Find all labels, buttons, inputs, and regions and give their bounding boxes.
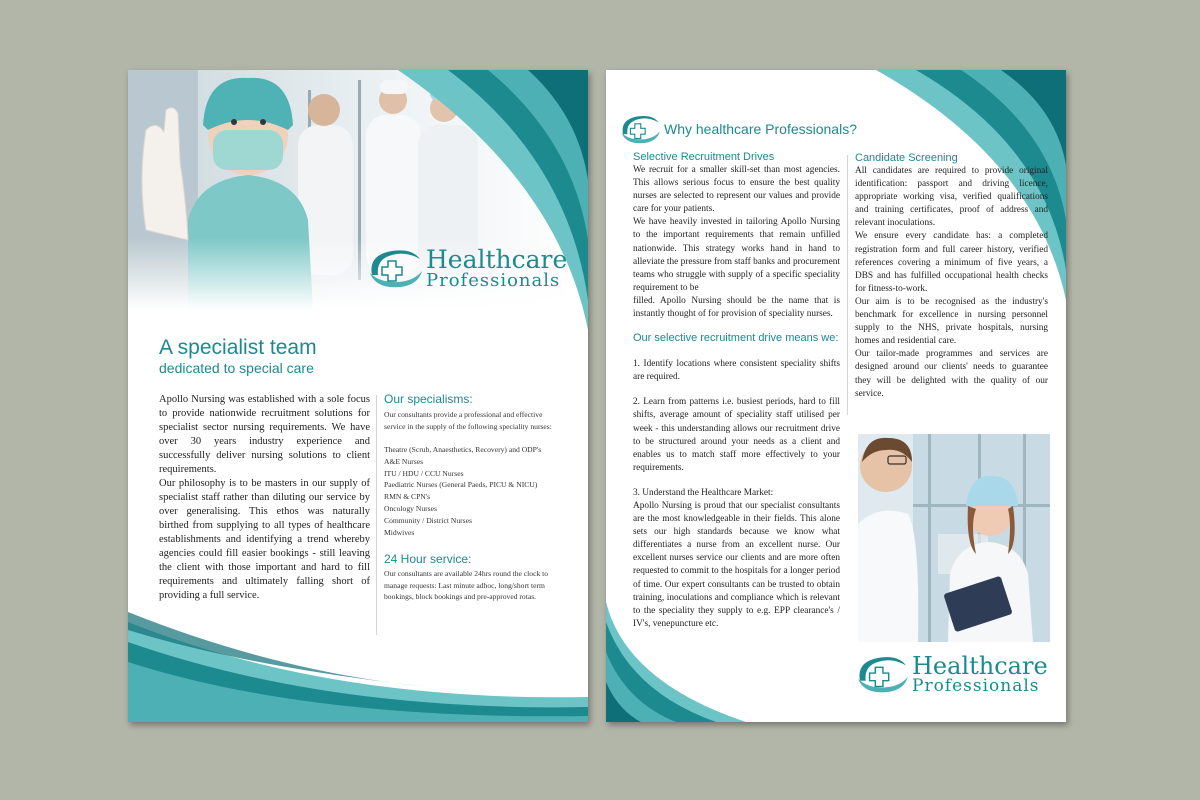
logo-word-healthcare: Healthcare: [912, 651, 1048, 680]
screening-paragraph-4: Our tailor-made programmes and services are designed around our clients' needs to guarantee they will be delighted with the quality of our service.: [855, 349, 1048, 399]
page-title: A specialist team: [159, 336, 317, 359]
point-1: 1. Identify locations where consistent speciality shifts are required.: [633, 359, 840, 383]
list-item: RMN & CPN's: [384, 492, 431, 502]
point-3-text: Apollo Nursing is proud that our specialist consultants are the most knowledgeable in their fields. This alone sets our high standards because we know what differentiates a nurse from an excellent nurse. Our excellent nurses service our clients and are more often requested to commit to the hospitals for a longer period of time. Our expert consultants can be trusted to obtain training, inoculations and compliance which is relevant to the speciality they supply to e.g. EPP clearance's / IV's, venepuncture etc.: [633, 500, 840, 629]
screening-paragraph-2: We ensure every candidate has: a completed registration form and full career history, verified references covering a minimum of five years, a DBS and has fulfilled occupational health checks for fitness-to-work.: [855, 231, 1048, 294]
decorative-swoosh-bottom: [606, 602, 1066, 722]
logo-word-professionals: Professionals: [912, 675, 1040, 696]
cross-swoosh-logo-icon: [366, 245, 424, 291]
service-heading: 24 Hour service:: [384, 552, 472, 567]
logo-word-professionals: Professionals: [426, 269, 561, 291]
point-2: 2. Learn from patterns i.e. busiest periods, hard to fill shifts, average amount of speciality staff utilised per week - this understanding allows our recruitment drive to be structured around your needs as a client and enables us to match staff more effectively to your requirements.: [633, 397, 840, 473]
list-item: Paediatric Nurses (General Paeds, PICU & NICU): [384, 480, 538, 490]
cross-swoosh-logo-icon: [618, 112, 662, 146]
page-subtitle: dedicated to special care: [159, 360, 314, 376]
healthcare-professionals-logo: [366, 245, 567, 291]
recruitment-drives-title: Selective Recruitment Drives: [633, 151, 775, 163]
intro-text-column: [159, 393, 370, 603]
specialisms-intro: Our consultants provide a professional and effective service in the supply of the following speciality nurses:: [384, 410, 552, 431]
decorative-swoosh-top: [128, 70, 588, 330]
list-item: Oncology Nurses: [384, 503, 437, 513]
recruitment-paragraph-1: We recruit for a smaller skill-set than most agencies. This allows serious focus to ensure the best quality nurses are selected to represent our values and provide care for your patients.: [633, 165, 840, 215]
recruitment-column: [633, 151, 840, 631]
column-divider: [376, 395, 377, 635]
screening-paragraph-3: Our aim is to be recognised as the industry's benchmark for excellence in nursing personnel supply to the NHS, private hospitals, nursing homes and residential care.: [855, 296, 1048, 347]
specialisms-list: [384, 444, 564, 538]
section-heading-text: Why healthcare Professionals?: [664, 121, 857, 137]
specialisms-heading: Our specialisms:: [384, 392, 473, 406]
recruitment-paragraph-3: filled. Apollo Nursing should be the name that is instantly thought of for provision of speciality nurses.: [633, 295, 840, 320]
intro-paragraph-2: Our philosophy is to be masters in our supply of specialist staff rather than diluting our service by over generalising. This ethos was naturally birthed from supplying to all types of healthcare establishments and identifying a trend whereby agencies could fill easier bookings - still leaving the client with those important and hard to fill requirements and ultimately falling short of providing a full service.: [159, 478, 370, 601]
screening-paragraph-1: All candidates are required to provide original identification: passport and driving licence, appropriate working visa, verified qualifications and training certificates, proof of address and relevant inoculations.: [855, 166, 1048, 229]
list-item: Theatre (Scrub, Anaesthetics, Recovery) and ODP's: [384, 445, 542, 454]
column-divider: [847, 155, 848, 415]
point-3-title: 3. Understand the Healthcare Market:: [633, 487, 774, 498]
brochure-page-left: [128, 70, 588, 722]
service-text: Our consultants are available 24hrs round the clock to manage requests: Last minute adhoc, long/short term bookings, block bookings and pre-approved rotas.: [384, 569, 549, 602]
recruitment-paragraph-2: We have heavily invested in tailoring Apollo Nursing to the important requirements that remain unfilled nationwide. This strategy works hand in hand to alleviate the pressure from staff banks and procurement teams who struggle with supply of a specific speciality requirement to be: [633, 217, 840, 293]
section-heading: [618, 112, 857, 146]
list-item: Community / District Nurses: [384, 515, 472, 525]
list-item: A&E Nurses: [384, 456, 424, 466]
screening-column: [855, 152, 1048, 401]
list-item: ITU / HDU / CCU Nurses: [384, 468, 464, 478]
specialisms-column: [384, 392, 564, 603]
decorative-swoosh-bottom: [128, 612, 588, 722]
recruitment-drive-means-title: Our selective recruitment drive means we:: [633, 332, 839, 345]
logo-word-healthcare: Healthcare: [426, 244, 568, 274]
candidate-screening-title: Candidate Screening: [855, 152, 958, 164]
brochure-page-right: [606, 70, 1066, 722]
intro-paragraph-1: Apollo Nursing was established with a sole focus to provide nationwide recruitment solutions for specialist sector nursing requirements. We have over 30 years industry experience and successfully deliver nursing solutions to client requirements.: [159, 394, 370, 475]
list-item: Midwives: [384, 527, 415, 537]
